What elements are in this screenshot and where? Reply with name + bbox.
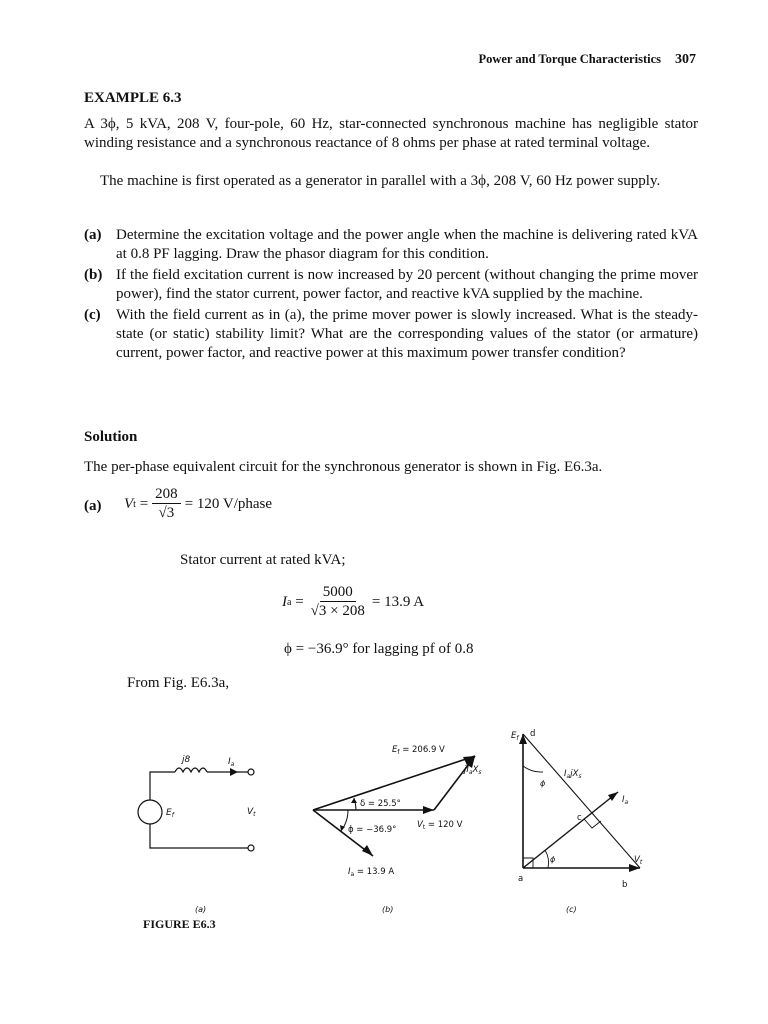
running-title: Power and Torque Characteristics: [478, 52, 661, 66]
ef-label: $E_f = 206.9$ V: [392, 745, 445, 756]
part-a-label: (a): [84, 498, 102, 514]
item-text: Determine the excitation voltage and the power angle when the machine is delivering rated kVA at 0.8 PF lagging. Draw the phasor diagram for this condition.: [116, 227, 698, 262]
source-symbol: [138, 800, 162, 824]
denominator: √3: [158, 505, 175, 521]
phasor-diagram: [313, 745, 482, 914]
equation-vt: V t = $\frac{208}{√3}$ = 120 V/phase: [124, 486, 273, 521]
reactance-coil: [175, 768, 207, 772]
figure-label: FIGURE E6.3: [143, 917, 216, 931]
solution-heading: Solution: [84, 429, 138, 445]
list-item: [84, 226, 698, 264]
problem-paragraph: A 3ϕ, 5 kVA, 208 V, four-pole, 60 Hz, star-connected synchronous machine has negligible stator winding resistance and a synchronous reactance of 8 ohms per phase at rated terminal voltage.: [84, 116, 698, 151]
c-ef-label: $E_f$: [511, 731, 519, 742]
denominator: √3 × 208: [310, 603, 365, 619]
geometric-diagram: [511, 729, 643, 914]
c-point-b: b: [622, 880, 628, 890]
fraction: [152, 486, 181, 522]
list-item: [84, 306, 698, 363]
c-point-c: c: [577, 813, 582, 823]
example-title: EXAMPLE 6.3: [84, 90, 182, 106]
item-label: (c): [84, 307, 101, 323]
eq-subscript: a: [287, 596, 292, 608]
running-header: [478, 52, 696, 68]
item-text: If the field excitation current is now increased by 20 percent (without changing the prime mover power), find the stator current, power factor, and reactive kVA supplied by the machine.: [116, 267, 698, 302]
numerator: 5000: [320, 584, 356, 602]
list-item: [84, 266, 698, 304]
c-phi-bottom: ϕ: [550, 855, 556, 864]
reactance-label: j8: [182, 755, 191, 765]
numerator: 208: [152, 486, 181, 504]
terminal-label: $V_t$: [247, 807, 256, 818]
ia-label: $I_a = 13.9$ A: [348, 867, 395, 878]
c-iajx-label: $I_ajX_s$: [564, 769, 582, 780]
eq-result: = 13.9 A: [371, 593, 425, 610]
terminal-top: [248, 769, 254, 775]
current-label: $I_a$: [228, 757, 235, 768]
problem-parts-list: [84, 226, 698, 365]
solution-intro: The per-phase equivalent circuit for the synchronous generator is shown in Fig. E6.3a.: [84, 459, 603, 475]
caption-c: (c): [566, 905, 577, 914]
c-point-a: a: [518, 874, 524, 884]
problem-paragraph-2: The machine is first operated as a generator in parallel with a 3ϕ, 208 V, 60 Hz power supply.: [100, 173, 661, 189]
phi-label: ϕ = −36.9°: [348, 825, 397, 835]
vt-label: $V_t = 120$ V: [417, 820, 463, 831]
eq-result: = 120 V/phase: [184, 495, 273, 512]
delta-label: δ = 25.5°: [360, 799, 401, 809]
eq-symbol: I: [282, 593, 287, 610]
c-phi-top: ϕ: [540, 779, 546, 788]
caption-a: (a): [195, 905, 207, 914]
item-label: (a): [84, 227, 102, 243]
jiax-label: $jI_aX_s$: [464, 765, 482, 776]
figure-e6-3: [130, 720, 670, 920]
c-ia-label: $I_a$: [622, 795, 629, 806]
c-point-d: d: [530, 729, 536, 739]
equivalent-circuit: [138, 755, 256, 914]
terminal-bottom: [248, 845, 254, 851]
c-vt-label: $V_t$: [634, 855, 643, 866]
caption-b: (b): [382, 905, 394, 914]
stator-current-text: Stator current at rated kVA;: [180, 552, 346, 568]
source-label: $E_f$: [166, 808, 174, 819]
page-number: 307: [675, 52, 696, 67]
equation-ia: I a = $\frac{5000}{√3 \times 208}$ = 13.9 A: [282, 584, 425, 619]
fraction: [308, 584, 368, 620]
eq-subscript: t: [133, 498, 136, 510]
from-fig-text: From Fig. E6.3a,: [127, 675, 230, 691]
item-label: (b): [84, 267, 103, 283]
equation-phi: ϕ = −36.9° for lagging pf of 0.8: [284, 641, 474, 657]
eq-symbol: V: [124, 495, 134, 512]
item-text: With the field current as in (a), the prime mover power is slowly increased. What is the steady-state (or static) stability limit? What are the corresponding values of the stator (or armature) current, power factor, and reactive power at this maximum power transfer condition?: [116, 307, 698, 361]
